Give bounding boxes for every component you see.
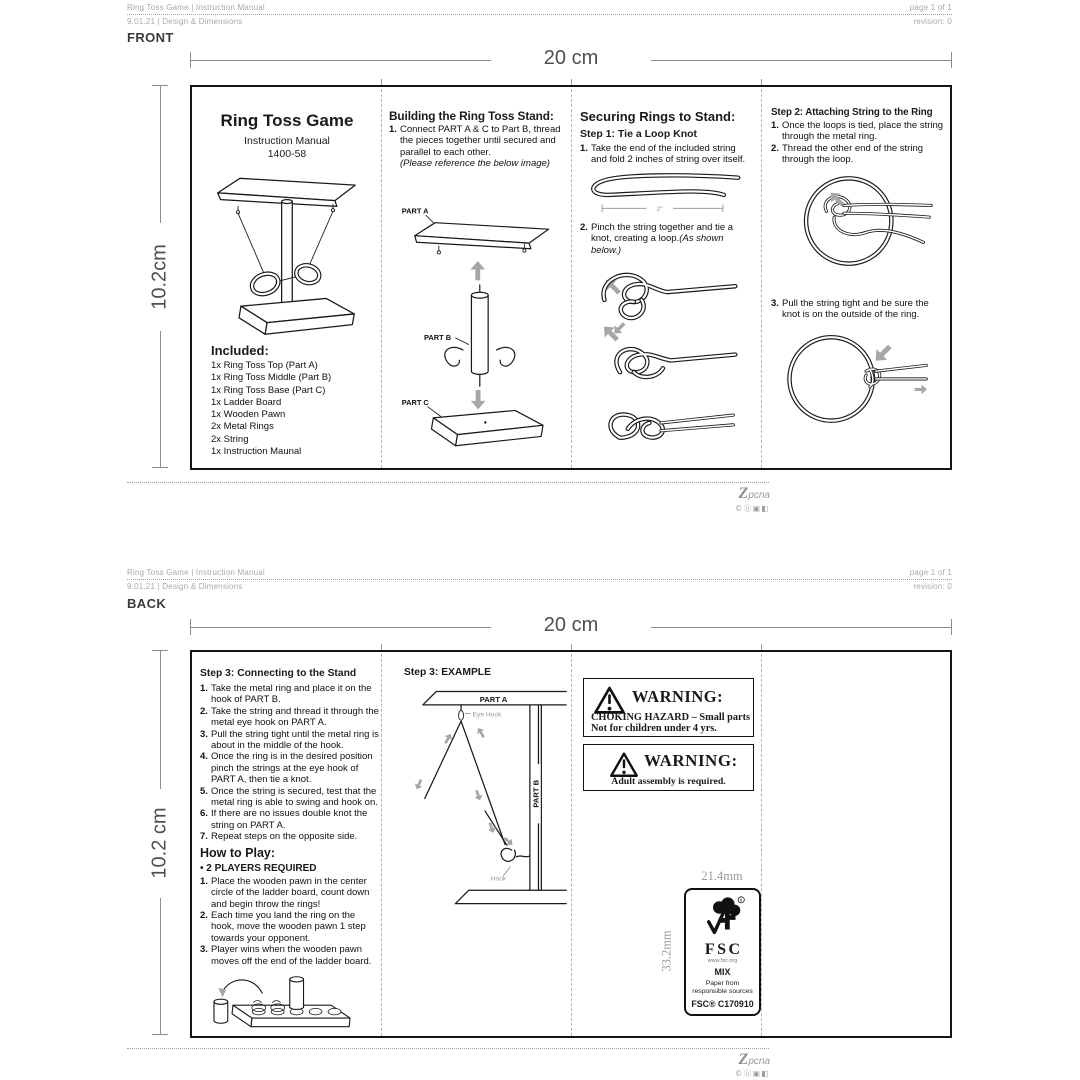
warning-title: WARNING:: [632, 687, 724, 706]
brand-logo: [700, 485, 770, 503]
step-text: Pull the string tight and be sure the knot is on the outside of the ring.: [782, 298, 929, 321]
example-heading: Step 3: EXAMPLE: [404, 667, 491, 678]
step-text: Take the metal ring and place it on the hook of PART B.: [211, 683, 372, 706]
knot-arrow-icon: [599, 322, 622, 345]
fsc-desc: Paper from: [705, 980, 740, 987]
hook-label: Hook: [490, 875, 507, 883]
assembly-warning-box: [583, 744, 754, 791]
step-text: Take the string and thread it through the metal eye hook on PART A.: [211, 705, 379, 729]
step1-subheading: Step 1: Tie a Loop Knot: [580, 128, 698, 140]
cert-icon: ◧: [761, 1069, 770, 1078]
included-item: 1x Instruction Maunal: [211, 446, 302, 458]
dim-line: [160, 86, 161, 223]
svg-text:R: R: [739, 897, 743, 903]
doc-title: Ring Toss Game | Instruction Manual: [127, 568, 265, 577]
dim-line: [160, 898, 161, 1034]
warning-line: Adult assembly is required.: [611, 776, 726, 787]
step-number: 5.: [200, 785, 208, 797]
section-label-back: BACK: [127, 596, 167, 611]
step-number: 2.: [200, 909, 208, 921]
fold-tick: [381, 79, 382, 85]
play-step: [200, 910, 379, 944]
step-text: If there are no issues double knot the string on PART A.: [211, 808, 368, 831]
product-subtitle: Instruction Manual: [244, 135, 330, 147]
fsc-dim-height: 33.2mm: [659, 930, 674, 972]
string-arrow-icon: [475, 726, 487, 739]
step-text: Take the end of the included string and fold 2 inches of string over itself.: [591, 143, 746, 166]
step-number: 1.: [389, 124, 397, 135]
part-a-label: PART A: [401, 206, 429, 216]
dim-tick: [152, 467, 168, 468]
loop-step-1: [580, 143, 754, 166]
connecting-steps: [200, 683, 379, 843]
assembled-stand-illustration: [208, 164, 363, 336]
fold-tick: [761, 79, 762, 85]
footer-divider: [127, 1048, 769, 1049]
step-text: Once the string is secured, test that the metal ring is able to swing and hook on.: [211, 785, 378, 809]
step-text: Connect PART A & C to Part B, thread the pieces together until secured and parallel to each other.: [400, 124, 561, 158]
fold-line: [381, 89, 382, 468]
string-arrow-icon: [915, 385, 927, 394]
attach-step-1: [771, 120, 948, 143]
part-c-label: PART C: [401, 397, 429, 407]
step-number: 2.: [771, 142, 779, 154]
attach-step-2: [771, 143, 948, 166]
dim-line: [191, 627, 491, 628]
cert-icon: ▣: [752, 1069, 762, 1078]
dim-line: [651, 627, 951, 628]
cert-icon: ◧: [761, 504, 770, 513]
section-label-front: FRONT: [127, 30, 174, 45]
step-text: Repeat steps on the opposite side.: [211, 831, 358, 843]
included-item: 1x Ring Toss Top (Part A): [211, 360, 318, 371]
product-title: Ring Toss Game: [220, 111, 354, 130]
step-text: Pinch the string together and tie a knot, creating a loop.: [591, 222, 734, 245]
fold-line: [571, 654, 572, 1036]
connect-step: [200, 831, 379, 842]
attaching-heading: Step 2: Attaching String to the Ring: [771, 107, 933, 118]
page-indicator: page 1 of 1: [909, 3, 952, 12]
included-item: 1x Ring Toss Base (Part C): [211, 384, 326, 396]
part-a-label: PART A: [479, 695, 508, 705]
string-arrow-icon: [413, 778, 425, 791]
logo-text: pcna: [748, 490, 770, 501]
fold-tick: [571, 79, 572, 85]
warning-line: CHOKING HAZARD – Small parts: [591, 712, 751, 723]
logo-z-glyph: Z: [738, 485, 749, 502]
doc-title: Ring Toss Game | Instruction Manual: [127, 3, 265, 12]
folded-string-illustration: [582, 170, 742, 216]
ladder-board-illustration: [200, 969, 364, 1031]
play-steps: [200, 876, 379, 967]
revision-label: revision: 0: [913, 17, 952, 26]
dim-tick: [951, 619, 952, 635]
example-illustration: [398, 680, 570, 918]
doc-meta: 9.01.21 | Design & Dimensions: [127, 582, 243, 591]
step-number: 3.: [771, 298, 779, 309]
step-number: 3.: [200, 944, 208, 956]
included-item: 2x String: [211, 433, 249, 445]
step-number: 4.: [200, 751, 208, 763]
step-number: 1.: [200, 875, 208, 887]
step-number: 6.: [200, 808, 208, 820]
up-arrow-icon: [470, 261, 484, 280]
step-number: 7.: [200, 831, 208, 843]
ring-tight-illustration: [773, 328, 933, 426]
doc-meta: 9.01.21 | Design & Dimensions: [127, 17, 243, 26]
step-number: 3.: [200, 728, 208, 740]
fold-tick: [571, 644, 572, 650]
included-item: 1x Ladder Board: [211, 396, 282, 408]
logo-z-glyph: Z: [738, 1051, 749, 1068]
fold-line: [761, 89, 762, 468]
down-arrow-icon: [471, 390, 485, 409]
logo-text: pcna: [748, 1056, 770, 1067]
step-number: 2.: [580, 222, 588, 233]
connect-step: [200, 729, 379, 752]
knot-sequence-illustration: [584, 255, 742, 460]
step-text: Once the loops is tied, place the string through the metal ring.: [782, 120, 944, 143]
dim-height-back: 10.2 cm: [148, 807, 171, 879]
step-number: 1.: [580, 143, 588, 154]
header-divider: [127, 14, 952, 15]
fsc-code: FSC® C170910: [691, 999, 754, 1009]
part-b-label: PART B: [531, 779, 541, 808]
fold-line: [761, 654, 762, 1036]
dim-line: [160, 331, 161, 467]
dim-line: [651, 60, 951, 61]
loop-step-2: [580, 222, 756, 256]
header-divider: [127, 579, 952, 580]
how-to-play-heading: How to Play:: [200, 845, 276, 860]
players-required: [200, 863, 379, 874]
building-steps: [389, 124, 565, 170]
step-text: Player wins when the wooden pawn moves off the end of the ladder board.: [211, 944, 372, 967]
step-text: Each time you land the ring on the hook, move the wooden pawn 1 step towards your opponent.: [211, 909, 366, 944]
footer-divider: [127, 482, 769, 483]
ring-knot-illustration: [776, 172, 936, 270]
warning-line: Not for children under 4 yrs.: [591, 723, 717, 734]
securing-heading: Securing Rings to Stand:: [580, 109, 736, 124]
bullet: •: [200, 862, 204, 874]
warning-triangle-icon: [593, 685, 626, 715]
fsc-label: [684, 888, 761, 1016]
dim-height-front: 10.2cm: [148, 244, 171, 310]
fsc-dim-width: 21.4mm: [701, 869, 743, 883]
fold-line: [571, 89, 572, 468]
dim-line: [191, 60, 491, 61]
build-step-note: [389, 158, 565, 169]
included-item: 1x Ring Toss Middle (Part B): [211, 372, 332, 384]
dim-width-front: 20 cm: [543, 47, 599, 69]
included-item: 1x Wooden Pawn: [211, 409, 286, 421]
included-item: 2x Metal Rings: [211, 421, 274, 433]
step-text: Place the wooden pawn in the center circle of the ladder board, count down and begin throw the rings!: [211, 875, 370, 910]
players-text: 2 PLAYERS REQUIRED: [206, 862, 317, 874]
fsc-desc: responsible sources: [692, 988, 753, 995]
fold-dim-label: 2": [656, 206, 663, 214]
attach-step-3: [771, 298, 948, 321]
cert-icon: ⓑ: [743, 504, 753, 513]
fsc-name: FSC: [704, 941, 743, 958]
connect-step: [200, 706, 379, 729]
brand-logo: [700, 1051, 770, 1069]
choking-warning-box: [583, 678, 754, 737]
step-number: 1.: [200, 683, 208, 694]
cert-icon: ©: [734, 504, 744, 513]
string-arrow-icon: [473, 789, 484, 802]
page-indicator: page 1 of 1: [909, 568, 952, 577]
dim-tick: [152, 1034, 168, 1035]
dim-line: [160, 651, 161, 789]
connect-step: [200, 751, 379, 785]
exploded-stand-illustration: [398, 186, 556, 462]
connect-step: [200, 786, 379, 809]
fold-tick: [761, 644, 762, 650]
step-text: Thread the other end of the string through the loop.: [782, 142, 924, 166]
building-heading: Building the Ring Toss Stand:: [389, 109, 554, 123]
play-step: [200, 944, 379, 967]
dim-width-back: 20 cm: [543, 614, 599, 636]
attach-steps: [771, 120, 948, 166]
connecting-panel: [200, 668, 379, 1031]
step-text: Once the ring is in the desired position pinch the strings at the eye hook of PART A, then tie a knot.: [211, 751, 373, 786]
fsc-url: www.fsc.org: [707, 958, 738, 964]
cert-icon: ▣: [752, 504, 762, 513]
connect-step: [200, 808, 379, 831]
product-model: 1400-58: [267, 148, 307, 160]
warning-title: WARNING:: [644, 751, 738, 770]
eye-hook-label: Eye Hook: [472, 711, 502, 719]
fsc-mix: MIX: [714, 967, 731, 977]
warning-triangle-icon: [609, 751, 639, 778]
dim-tick: [951, 52, 952, 68]
connect-step: [200, 683, 379, 706]
step-note: (As shown below.): [591, 233, 724, 256]
fold-line: [381, 654, 382, 1036]
cert-icons: [700, 1068, 770, 1079]
fold-tick: [381, 644, 382, 650]
step-number: 1.: [771, 120, 779, 131]
connecting-heading: Step 3: Connecting to the Stand: [200, 668, 357, 679]
cert-icons: [700, 503, 770, 514]
fsc-tree-icon: [702, 895, 746, 941]
step-note: (Please reference the below image): [400, 158, 550, 170]
cert-icon: ⓑ: [743, 1069, 753, 1078]
build-step-1: [389, 124, 565, 158]
included-list: [211, 360, 379, 458]
revision-label: revision: 0: [913, 582, 952, 591]
step-number: 2.: [200, 705, 208, 717]
cert-icon: ©: [734, 1069, 744, 1078]
step-text: Pull the string tight until the metal ring is about in the middle of the hook.: [211, 728, 379, 752]
knot-arrow-icon: [870, 341, 895, 366]
included-heading: Included:: [211, 343, 269, 358]
part-b-label: PART B: [424, 332, 452, 342]
play-step: [200, 876, 379, 910]
